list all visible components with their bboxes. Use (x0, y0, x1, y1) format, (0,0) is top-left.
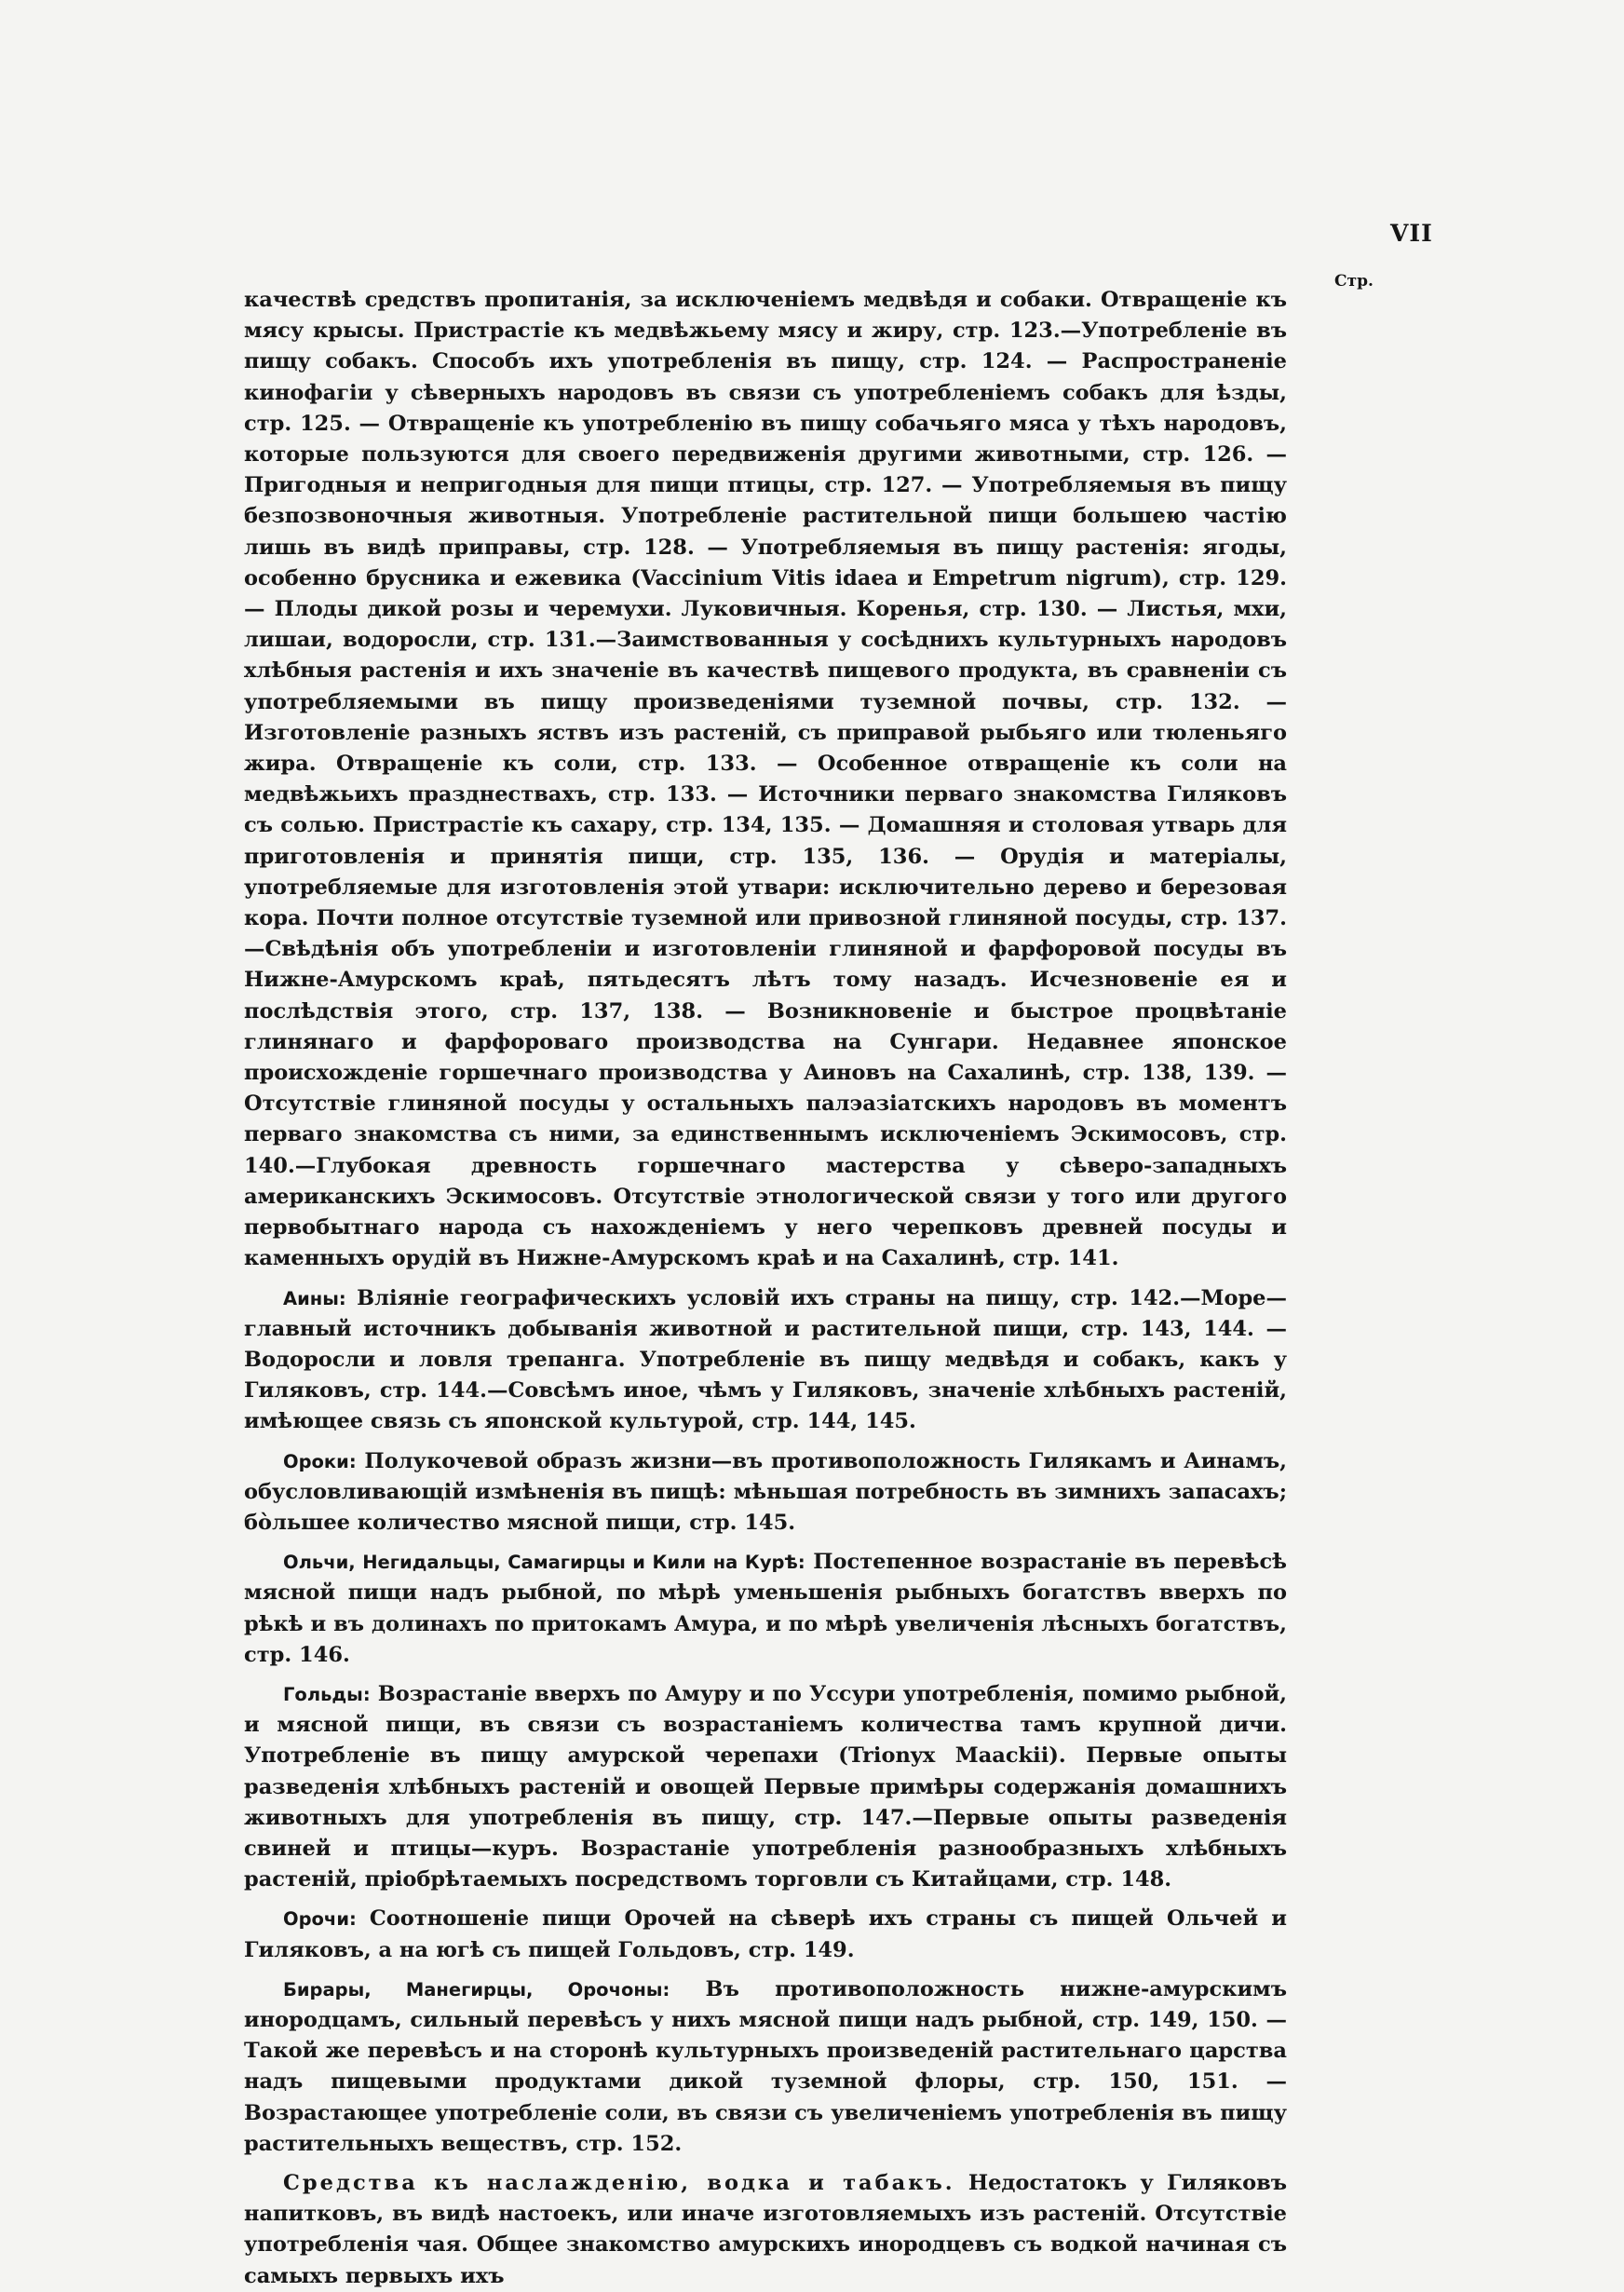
body-text (244, 285, 1287, 2292)
paragraph-text: качествѣ средствъ пропитанія, за исключеніемъ медвѣдя и собаки. Отвращеніе къ мясу крысы. Пристрастіе къ медвѣжьему мясу и жиру, стр. 123.—Употребленіе въ пищу собакъ. Способъ ихъ употребленія въ пищу, стр. 124. — Распространеніе кинофагіи у сѣверныхъ народовъ въ связи съ употребленіемъ собакъ для ѣзды, стр. 125. — Отвращеніе къ употребленію въ пищу собачьяго мяса у тѣхъ народовъ, которые пользуются для своего передвиженія другими животными, стр. 126. — Пригодныя и непригодныя для пищи птицы, стр. 127. — Употребляемыя въ пищу безпозвоночныя животныя. Употребленіе растительной пищи большею частію лишь въ видѣ приправы, стр. 128. — Употребляемыя въ пищу растенія: ягоды, особенно брусника и ежевика (Vaccinium Vitis idaea и Empetrum nigrum), стр. 129. — Плоды дикой розы и черемухи. Луковичныя. Коренья, стр. 130. — Листья, мхи, лишаи, водоросли, стр. 131.—Заимствованныя у сосѣднихъ культурныхъ народовъ хлѣбныя растенія и ихъ значеніе въ качествѣ пищевого продукта, въ сравненіи съ употребляемыми въ пищу произведеніями туземной почвы, стр. 132. — Изготовленіе разныхъ яствъ изъ растеній, съ приправой рыбьяго или тюленьяго жира. Отвращеніе къ соли, стр. 133. — Особенное отвращеніе къ соли на медвѣжьихъ празднествахъ, стр. 133. — Источники перваго знакомства Гиляковъ съ солью. Пристрастіе къ сахару, стр. 134, 135. — Домашняя и столовая утварь для приготовленія и принятія пищи, стр. 135, 136. — Орудія и матеріалы, употребляемые для изготовленія этой утвари: исключительно дерево и березовая кора. Почти полное отсутствіе туземной или привозной глиняной посуды, стр. 137.—Свѣдѣнія объ употребленіи и изготовленіи глиняной и фарфоровой посуды въ Нижне-Амурскомъ краѣ, пятьдесятъ лѣтъ тому назадъ. Исчезновеніе ея и послѣдствія этого, стр. 137, 138. — Возникновеніе и быстрое процвѣтаніе глинянаго и фарфороваго производства на Сунгари. Недавнее японское происхожденіе горшечнаго производства у Аиновъ на Сахалинѣ, стр. 138, 139. — Отсутствіе глиняной посуды у остальныхъ палэазіатскихъ народовъ въ моментъ перваго знакомства съ ними, за единственнымъ исключеніемъ Эскимосовъ, стр. 140.—Глубокая древность горшечнаго мастерства у сѣверо-западныхъ американскихъ Эскимосовъ. Отсутствіе этнологической связи у того или другого первобытнаго народа съ нахожденіемъ у него черепковъ древней посуды и каменныхъ орудій въ Нижне-Амурскомъ краѣ и на Сахалинѣ, стр. 141. (244, 288, 1287, 1271)
paragraph-text: Недостатокъ у Гиляковъ напитковъ, въ видѣ настоекъ, или иначе изготовляемыхъ изъ растеній. Отсутствіе употребленія чая. Общее знакомство амурскихъ инородцевъ съ водкой начиная съ самыхъ первыхъ ихъ (244, 2170, 1287, 2288)
paragraph-birary (244, 1974, 1287, 2160)
paragraph-text: Возрастаніе вверхъ по Амуру и по Уссури употребленія, помимо рыбной, и мясной пищи, въ связи съ возрастаніемъ количества тамъ крупной дичи. Употребленіе въ пищу амурской черепахи (Trionyx Maackii). Первые опыты разведенія хлѣбныхъ растеній и овощей Первые примѣры содержанія домашнихъ животныхъ для употребленія въ пищу, стр. 147.—Первые опыты разведенія свиней и птицы—куръ. Возрастаніе употребленія разнообразныхъ хлѣбныхъ растеній, пріобрѣтаемыхъ посредствомъ торговли съ Китайцами, стр. 148. (244, 1681, 1287, 1892)
paragraph-olchi (244, 1547, 1287, 1671)
paragraph-text: Въ противоположность нижне-амурскимъ инородцамъ, сильный перевѣсъ у нихъ мясной пищи надъ рыбной, стр. 149, 150. — Такой же перевѣсъ и на сторонѣ культурныхъ произведеній растительнаго царства надъ пищевыми продуктами дикой туземной флоры, стр. 150, 151. — Возрастающее употребленіе соли, въ связи съ увеличеніемъ употребленія въ пищу растительныхъ веществъ, стр. 152. (244, 1976, 1287, 2156)
paragraph-text: Постепенное возрастаніе въ перевѣсѣ мясной пищи надъ рыбной, по мѣрѣ уменьшенія рыбныхъ богатствъ вверхъ по рѣкѣ и въ долинахъ по притокамъ Амура, и по мѣрѣ увеличенія лѣсныхъ богатствъ, стр. 146. (244, 1550, 1287, 1667)
paragraph-oroki (244, 1446, 1287, 1539)
paragraph-orochi (244, 1904, 1287, 1965)
paragraph-sredstva (244, 2168, 1287, 2292)
paragraph-lead: Гольды: (283, 1683, 371, 1705)
paragraph-lead: Орочи: (283, 1908, 357, 1931)
paragraph-text: Вліяніе географическихъ условій ихъ страны на пищу, стр. 142.—Море—главный источникъ добыванія животной и растительной пищи, стр. 143, 144. — Водоросли и ловля трепанга. Употребленіе въ пищу медвѣдя и собакъ, какъ у Гиляковъ, стр. 144.—Совсѣмъ иное, чѣмъ у Гиляковъ, значеніе хлѣбныхъ растеній, имѣющее связь съ японской культурой, стр. 144, 145. (244, 1285, 1287, 1434)
paragraph-lead: Средства къ наслажденію, водка и табакъ. (283, 2170, 955, 2195)
paragraph-aina (244, 1283, 1287, 1438)
paragraph-lead: Аины: (283, 1287, 346, 1309)
paragraph-lead: Ороки: (283, 1450, 357, 1472)
page-number: VII (1390, 220, 1433, 247)
paragraph-goldy (244, 1679, 1287, 1895)
paragraph-lead: Бирары, Манегирцы, Орочоны: (283, 1978, 670, 2000)
paragraph-continuation (244, 285, 1287, 1275)
paragraph-text: Полукочевой образъ жизни—въ противоположность Гилякамъ и Аинамъ, обусловливающій измѣненія въ пищѣ: мѣньшая потребность въ зимнихъ запасахъ; бо̀льшее количество мясной пищи, стр. 145. (244, 1448, 1287, 1535)
page-column-label: Стр. (1334, 272, 1374, 291)
paragraph-text: Соотношеніе пищи Орочей на сѣверѣ ихъ страны съ пищей Ольчей и Гиляковъ, а на югѣ съ пищей Гольдовъ, стр. 149. (244, 1906, 1287, 1962)
paragraph-lead: Ольчи, Негидальцы, Самагирцы и Кили на Курѣ: (283, 1552, 805, 1574)
